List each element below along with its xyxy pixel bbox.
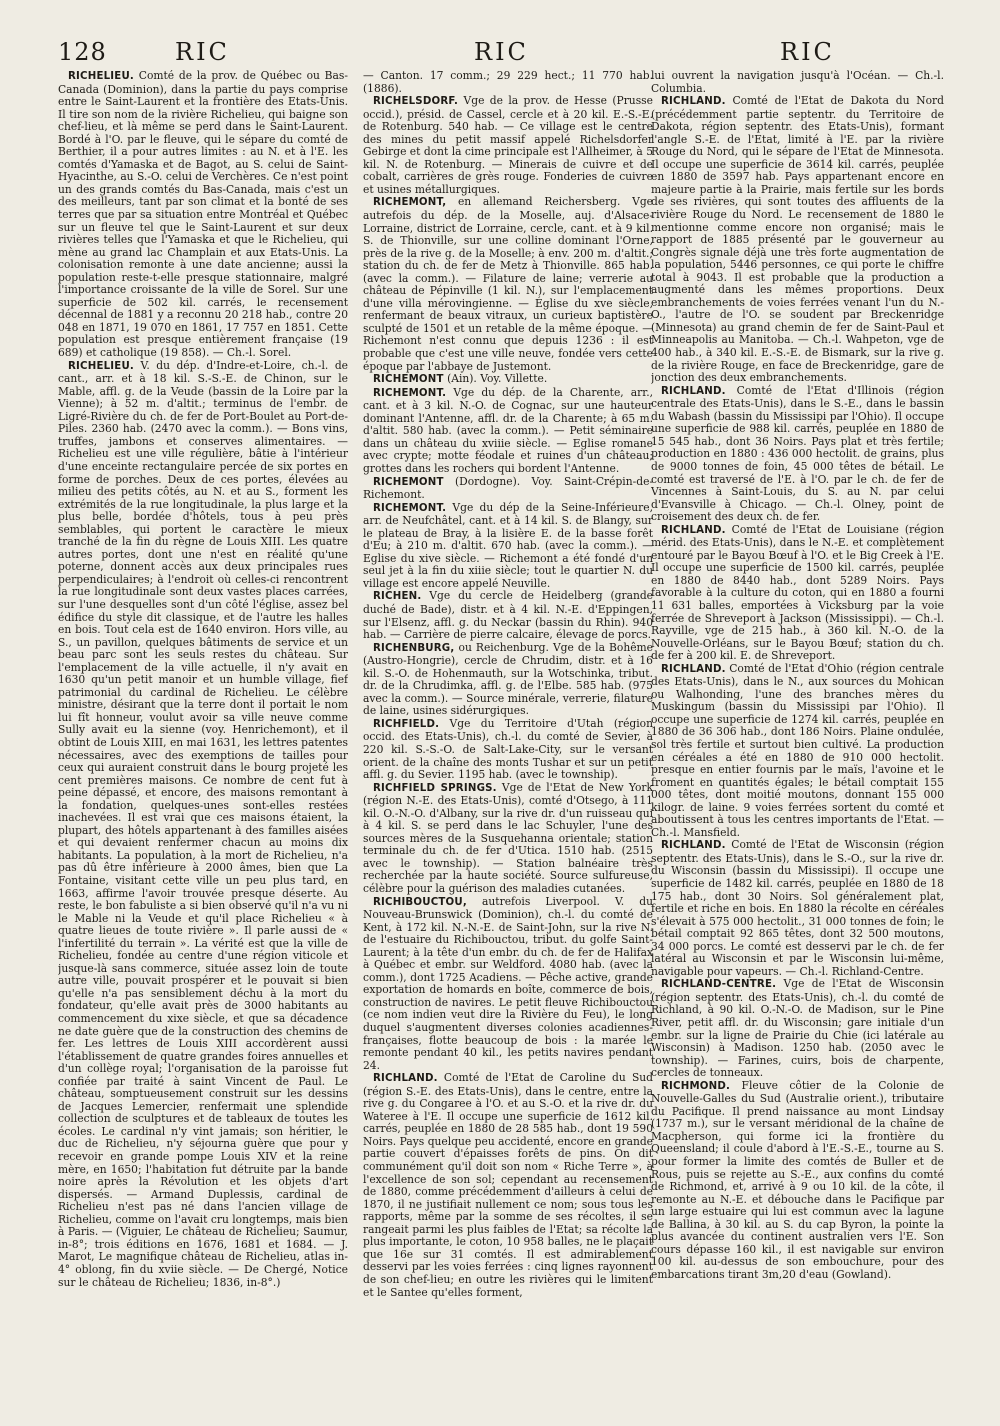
entry-text: Vge du Territoire d'Utah (région occid. des Etats-Unis), ch.-l. du comté de Sevier, à 220 kil. S.-S.-O. de Salt-Lake-City, sur le versant orient. de la chaîne des monts Tushar et sur un petit affl. g. du Sevier. 1195 hab. (avec le township). xyxy=(363,716,653,782)
entry-headword: RICHFIELD. xyxy=(373,718,440,730)
dictionary-entry xyxy=(58,360,348,1289)
entry-headword: RICHFIELD SPRINGS. xyxy=(373,782,497,794)
dictionary-entry xyxy=(651,385,944,524)
entry-headword: RICHMOND. xyxy=(661,1080,731,1092)
dictionary-entry xyxy=(363,1072,653,1299)
dictionary-entry xyxy=(363,476,653,502)
dictionary-entry xyxy=(363,502,653,591)
entry-text: V. du dép. d'Indre-et-Loire, ch.-l. de cant., arr. et à 18 kil. S.-S.-E. de Chinon, sur le Mable, affl. g. de la Veude (bassin de la Loire par la Vienne); à 52 m. d'altit.; terminus de l'embr. de Ligré-Rivière du ch. de fer de Port-Boulet au Port-de-Piles. 2360 hab. (2470 avec la comm.). — Bons vins, truffes, jambons et conserves alimentaires. — Richelieu est une ville régulière, bâtie à l'intérieur d'une enceinte rectangulaire percée de six portes en forme de porches. Deux de ces portes, élevées au milieu des petits côtés, au N. et au S., forment les extrémités de la rue longitudinale, la plus large et la plus belle, bordée d'hôtels, tous à peu près semblables, qui portent le caractère le mieux tranché de la fin du règne de Louis XIII. Les quatre autres portes, dont une n'est en réalité qu'une poterne, donnent accès aux deux principales rues perpendiculaires; à l'endroit où celles-ci rencontrent la rue longitudinale sont deux vastes places carrées, sur l'une desquelles sont d'un côté l'église, assez bel édifice du style dit classique, et de l'autre les halles en bois. Tout cela est de 1640 environ. Hors ville, au S., un pavillon, quelques bâtiments de service et un beau parc sont les seuls restes du château. Sur l'emplacement de la ville actuelle, il n'y avait en 1630 qu'un petit manoir et un humble village, fief patrimonial du cardinal de Richelieu. Le célèbre ministre, désirant que la terre dont il portait le nom lui fît honneur, voulut avoir sa ville neuve comme Sully avait eu la sienne (voy. Henrichemont), et il obtint de Louis XIII, en mai 1631, les lettres patentes nécessaires, avec des exemptions de tailles pour ceux qui auraient construit dans le bourg projeté les cent premières maisons. Ce nombre de cent fut à peine dépassé, et encore, des maisons remontant à la fondation, quelques-unes sont-elles restées inachevées. Il est vrai que ces maisons étaient, la plupart, des hôtels appartenant à des familles aisées et qui devaient renfermer chacun au moins dix habitants. La population, à la mort de Richelieu, n'a pas dû être inférieure à 2000 âmes, bien que La Fontaine, visitant cette ville un peu plus tard, en 1663, affirme l'avoir trouvée presque déserte. Au reste, le bon fabuliste a si bien observé qu'il n'a vu ni le Mable ni la Veude et qu'il place Richelieu « à quatre lieues de toute rivière ». Il parle aussi de « l'infertilité du terrain ». La vérité est que la ville de Richelieu, fondée au centre d'une région viticole et jusque-là sans commerce, située assez loin de toute autre ville, pouvait prospérer et le pouvait si bien qu'elle n'a pas sensiblement déchu à la mort du fondateur, qu'elle avait près de 3000 habitants au commencement du xixe siècle, et que sa décadence ne date guère que de la construction des chemins de fer. Les lettres de Louis XIII accordèrent aussi l'établissement de quatre grandes foires annuelles et d'un collège royal; l'organisation de la paroisse fut confiée par traité à saint Vincent de Paul. Le château, somptueusement construit sur les dessins de Jacques Lemercier, renfermait une splendide collection de sculptures et de tableaux de toutes les écoles. Le cardinal n'y vint jamais; son héritier, le duc de Richelieu, n'y séjourna guère que pour y recevoir en grande pompe Louis XIV et la reine mère, en 1650; l'habitation fut détruite par la bande noire après la Révolution et les objets d'art dispersés. — Armand Duplessis, cardinal de Richelieu n'est pas né dans l'ancien village de Richelieu, comme on l'avait cru longtemps, mais bien à Paris. — (Viguier, Le château de Richelieu; Saumur, in-8°; trois éditions en 1676, 1681 et 1684. — J. Marot, Le magnifique château de Richelieu, atlas in-4° oblong, fin du xviie siècle. — De Chergé, Notice sur le château de Richelieu; 1836, in-8°.) xyxy=(58,358,348,1289)
running-head-left: RIC xyxy=(175,38,230,66)
dictionary-entry xyxy=(363,387,653,476)
dictionary-entry xyxy=(363,896,653,1073)
dictionary-entry xyxy=(651,524,944,663)
entry-text: Vge de l'Etat de New York (région N.-E. des Etats-Unis), comté d'Otsego, à 111 kil. O.-N.-O. d'Albany, sur la rive dr. d'un ruisseau qui à 4 kil. S. se perd dans le lac Schuyler, l'une des sources mères de la Susquehanna orientale; station terminale du ch. de fer d'Utica. 1510 hab. (2515 avec le township). — Station balnéaire très recherchée par la haute société. Source sulfureuse, célèbre pour la guérison des maladies cutanées. xyxy=(363,780,653,895)
dictionary-entry xyxy=(363,642,653,718)
dictionary-entry xyxy=(651,663,944,840)
dictionary-entry xyxy=(651,1080,944,1282)
entry-headword: RICHEMONT xyxy=(373,476,444,488)
entry-text: Vge de l'Etat de Wisconsin (région septentr. des Etats-Unis), ch.-l. du comté de Richland, à 90 kil. O.-N.-O. de Madison, sur le Pine River, petit affl. dr. du Wisconsin; gare initiale d'un embr. sur la ligne de Prairie du Chie (ici latérale au Wisconsin) à Madison. 1250 hab. (2050 avec le township). — Farines, cuirs, bois de charpente, cercles de tonneaux. xyxy=(651,977,944,1080)
entry-text: Vge de la prov. de Hesse (Prusse occid.), présid. de Cassel, cercle et à 20 kil. E.-S.-E. de Rotenburg. 540 hab. — Ce village est le centre des mines du petit massif appelé Richelsdorfer Gebirge et dont la cime principale est l'Allheimer, à 5 kil. N. de Rotenburg. — Minerais de cuivre et de cobalt, carrières de grès rouge. Fonderies de cuivre et usines métallurgiques. xyxy=(363,94,653,196)
dictionary-entry xyxy=(363,782,653,896)
dictionary-entry xyxy=(363,373,653,387)
dictionary-entry xyxy=(363,718,653,782)
entry-headword: RICHIBOUCTOU, xyxy=(373,896,467,908)
dictionary-entry xyxy=(363,196,653,373)
entry-headword: RICHEMONT. xyxy=(373,387,447,399)
entry-text: Vge du dép de la Seine-Inférieure, arr. de Neufchâtel, cant. et à 14 kil. S. de Blangy, sur le plateau de Bray, à la lisière E. de la basse forêt d'Eu; à 210 m. d'altit. 670 hab. (avec la comm.). — Eglise du xive siècle. — Richemont a été fondé d'un seul jet à la fin du xiiie siècle; tout le quartier N. du village est encore appelé Neuville. xyxy=(363,500,653,590)
entry-headword: RICHELIEU. xyxy=(68,71,134,82)
entry-headword: RICHEMONT, xyxy=(373,197,447,209)
entry-text: Vge du cercle de Heidelberg (grande duché de Bade), distr. et à 4 kil. N.-E. d'Eppingen, sur l'Elsenz, affl. g. du Neckar (bassin du Rhin). 940 hab. — Carrière de pierre calcaire, élevage de porcs. xyxy=(363,589,653,642)
entry-headword: RICHLAND. xyxy=(661,663,726,675)
entry-text: Comté de l'Etat de Caroline du Sud (région S.-E. des Etats-Unis), dans le centre, entre la rive g. du Congaree à l'O. et au S.-O. et la rive dr. du Wateree à l'E. Il occupe une superficie de 1612 kil. carrés, peuplée en 1880 de 28 585 hab., dont 19 590 Noirs. Pays quelque peu accidenté, encore en grande partie couvert d'épaisses forêts de pins. On dit communément qu'il doit son nom « Riche Terre », à l'excellence de son sol; cependant au recensement de 1880, comme précédemment d'ailleurs à celui de 1870, il ne justifiait nullement ce nom; sous tous les rapports, même par la somme de ses récoltes, il se rangeait parmi les plus faibles de l'Etat; sa récolte la plus importante, le coton, 10 958 balles, ne le plaçait que 16e sur 31 comtés. Il est admirablement desservi par les voies ferrées : cinq lignes rayonnent de son chef-lieu; en outre les rivières qui le limitent et le Santee qu'elles forment, xyxy=(363,1071,653,1299)
dictionary-entry xyxy=(651,839,944,978)
entry-text: Comté de l'Etat de Louisiane (région mérid. des Etats-Unis), dans le N.-E. et complètement entouré par le Bayou Bœuf à l'O. et le Big Creek à l'E. Il occupe une superficie de 1500 kil. carrés, peuplée en 1880 de 8440 hab., dont 5289 Noirs. Pays favorable à la culture du coton, qui en 1880 a fourni 11 631 balles, emportées à Vicksburg par la voie ferrée de Shreveport à Jackson (Mississippi). — Ch.-l. Rayville, vge de 215 hab., à 360 kil. N.-O. de la Nouvelle-Orléans, sur le Bayou Bœuf; station du ch. de fer à 200 kil. E. de Shreveport. xyxy=(651,522,944,663)
column-3 xyxy=(651,70,944,1370)
page-number: 128 xyxy=(58,38,107,66)
entry-headword: RICHLAND. xyxy=(661,524,726,536)
entry-headword: RICHLAND-CENTRE. xyxy=(661,979,777,991)
entry-text: (Ain). Voy. Villette. xyxy=(443,372,548,386)
entry-text: Comté de l'Etat d'Illinois (région centrale des Etats-Unis), dans le S.-E., dans le bassin du Wabash (bassin du Mississipi par l'Ohio). Il occupe une superficie de 988 kil. carrés, peuplée en 1880 de 15 545 hab., dont 36 Noirs. Pays plat et très fertile; production en 1880 : 436 000 hectolit. de grains, plus de 9000 tonnes de foin, 45 000 têtes de bétail. Le comté est traversé de l'E. à l'O. par le ch. de fer de Vincennes à Saint-Louis, du S. au N. par celui d'Evansville à Chicago. — Ch.-l. Olney, point de croisement des deux ch. de fer. xyxy=(651,383,944,524)
entry-headword: RICHLAND. xyxy=(661,385,726,397)
entry-text: Vge du dép. de la Charente, arr., cant. et à 3 kil. N.-O. de Cognac, sur une hauteur dominant l'Antenne, affl. dr. de la Charente; à 65 m. d'altit. 580 hab. (avec la comm.). — Petit séminaire dans un château du xviiie siècle. — Eglise romane avec crypte; motte féodale et ruines d'un château; grottes dans les rochers qui bordent l'Antenne. xyxy=(363,385,653,475)
entry-text: ou Reichenburg. Vge de la Bohême (Austro-Hongrie), cercle de Chrudim, distr. et à 16 kil. S.-O. de Hohenmauth, sur la Wotschinka, tribut. dr. de la Chrudimka, affl. g. de l'Elbe. 585 hab. (975 avec la comm.). — Source minérale, verrerie, filature de laine, usines sidérurgiques. xyxy=(363,640,653,718)
entry-headword: RICHEN. xyxy=(373,591,422,603)
entry-headword: RICHLAND. xyxy=(373,1073,438,1085)
entry-headword: RICHELIEU. xyxy=(68,360,134,372)
running-head-center: RIC xyxy=(474,38,529,66)
entry-text: autrefois Liverpool. V. du Nouveau-Brunswick (Dominion), ch.-l. du comté de Kent, à 172 kil. N.-N.-E. de Saint-John, sur la rive N. de l'estuaire du Richibouctou, tribut. du golfe Saint-Laurent; à la tête d'un embr. du ch. de fer de Halifax à Québec et embr. sur Weldford. 4080 hab. (avec la comm.), dont 1725 Acadiens. — Pêche active, grande exportation de homards en boîte, commerce de bois, construction de navires. Le petit fleuve Richibouctou (ce nom indien veut dire la Rivière du Feu), le long duquel s'augmentent diverses colonies acadiennes-françaises, flotte beaucoup de bois : la marée le remonte pendant 40 kil., les petits navires pendant 24. xyxy=(363,894,653,1072)
entry-text: en allemand Reichersberg. Vge autrefois du dép. de la Moselle, auj. d'Alsace-Lorraine, district de Lorraine, cercle, cant. et à 9 kil. S. de Thionville, sur une colline dominant l'Orne, près de la rive g. de la Moselle; à env. 200 m. d'altit.; station du ch. de fer de Metz à Thionville. 865 hab. (avec la comm.). — Filature de laine; verrerie au château de Pépinville (1 kil. N.), sur l'emplacement d'une villa mérovingienne. — Église du xve siècle, renfermant de beaux vitraux, un curieux baptistère sculpté de 1501 et un retable de la même époque. — Richemont n'est connu que depuis 1236 : il est probable que c'est une ville neuve, fondée vers cette époque par l'abbaye de Justemont. xyxy=(363,195,653,373)
dictionary-entry xyxy=(651,95,944,385)
entry-text: (Dordogne). Voy. Saint-Crépin-de-Richemont. xyxy=(363,474,653,502)
dictionary-entry xyxy=(58,70,348,360)
running-head-right: RIC xyxy=(780,38,835,66)
entry-headword: RICHENBURG, xyxy=(373,642,455,654)
entry-headword: RICHEMONT xyxy=(373,374,444,386)
continued-text: — Canton. 17 comm.; 29 229 hect.; 11 770 hab. (1886). xyxy=(363,70,653,95)
entry-headword: RICHLAND. xyxy=(661,96,726,108)
entry-headword: RICHELSDORF. xyxy=(373,96,459,108)
entry-text: Comté de la prov. de Québec ou Bas-Canada (Dominion), dans la partie du pays comprise entre le Saint-Laurent et la frontière des Etats-Unis. Il tire son nom de la rivière Richelieu, qui baigne son chef-lieu, et là même se perd dans le Saint-Laurent. Bordé à l'O. par le fleuve, qui le sépare du comté de Berthier, il a pour autres limites : au N. et à l'E. les comtés d'Yamaska et de Bagot, au S. celui de Saint-Hyacinthe, au S.-O. celui de Verchères. Ce n'est point un des grands comtés du Bas-Canada, mais c'est un des meilleurs, tant par son climat et la bonté de ses terres que par sa situation entre Montréal et Québec sur un fleuve tel que le Saint-Laurent et sur deux rivières telles que l'Yamaska et que le Richelieu, qui mène au grand lac Champlain et aux Etats-Unis. La colonisation remonte à une date ancienne; aussi la population reste-t-elle presque stationnaire, malgré l'importance croissante de la ville de Sorel. Sur une superficie de 502 kil. carrés, le recensement décennal de 1881 y a reconnu 20 218 hab., contre 20 048 en 1871, 19 070 en 1861, 17 757 en 1851. Cette population est presque entièrement française (19 689) et catholique (19 858). — Ch.-l. Sorel. xyxy=(58,70,348,360)
entry-text: Fleuve côtier de la Colonie de Nouvelle-Galles du Sud (Australie orient.), tributaire du Pacifique. Il prend naissance au mont Lindsay (1737 m.), sur le versant méridional de la chaîne de Macpherson, qui forme ici la frontière du Queensland; il coule d'abord à l'E.-S.-E., tourne au S. pour former la limite des comtés de Buller et de Rous, puis se rejette au S.-E., aux confins du comté de Richmond, et, arrivé à 9 ou 10 kil. de la côte, il remonte au N.-E. et débouche dans le Pacifique par un large estuaire qui lui est commun avec la lagune de Ballina, à 30 kil. au S. du cap Byron, la pointe la plus avancée du continent australien vers l'E. Son cours dépasse 160 kil., il est navigable sur environ 100 kil. au-dessus de son embouchure, pour des embarcations tirant 3m,20 d'eau (Gowland). xyxy=(651,1078,944,1281)
entry-headword: RICHEMONT. xyxy=(373,502,447,514)
entry-headword: RICHLAND. xyxy=(661,840,726,852)
dictionary-entry xyxy=(651,978,944,1079)
continued-text: lui ouvrent la navigation jusqu'à l'Océan. — Ch.-l. Columbia. xyxy=(651,70,944,95)
entry-text: Comté de l'Etat de Wisconsin (région septentr. des Etats-Unis), dans le S.-O., sur la rive dr. du Wisconsin (bassin du Mississipi). Il occupe une superficie de 1482 kil. carrés, peuplée en 1880 de 18 175 hab., dont 30 Noirs. Sol généralement plat, fertile et riche en bois. En 1880 la récolte en céréales s'élevait à 575 000 hectolit., 31 000 tonnes de foin; le bétail comptait 92 865 têtes, dont 32 500 moutons, 34 000 porcs. Le comté est desservi par le ch. de fer latéral au Wisconsin et par le Wisconsin lui-même, navigable pour vapeurs. — Ch.-l. Richland-Centre. xyxy=(651,838,944,978)
entry-text: Comté de l'Etat d'Ohio (région centrale des Etats-Unis), dans le N., aux sources du Mohican ou Walhonding, l'une des branches mères du Muskingum (bassin du Mississipi par l'Ohio). Il occupe une superficie de 1274 kil. carrés, peuplée en 1880 de 36 306 hab., dont 186 Noirs. Plaine ondulée, sol très fertile et surtout bien cultivé. La production en céréales a été en 1880 de 910 000 hectolit. presque en entier fournis par le maïs, l'avoine et le froment en quantités égales; le bétail comptait 155 000 têtes, dont moitié moutons, donnant 155 000 kilogr. de laine. 9 voies ferrées sortent du comté et aboutissent à tous les centres importants de l'Etat. — Ch.-l. Mansfield. xyxy=(651,661,944,839)
dictionary-entry xyxy=(363,95,653,196)
dictionary-entry xyxy=(363,590,653,641)
text-columns xyxy=(58,70,964,1370)
column-1 xyxy=(58,70,348,1370)
page-header xyxy=(0,38,1000,70)
entry-text: Comté de l'Etat de Dakota du Nord (précédemment partie septentr. du Territoire de Dakota, région septentr. des Etats-Unis), formant l'angle S.-E. de l'Etat, limité à l'E. par la rivière Rouge du Nord, qui le sépare de l'Etat de Minnesota. Il occupe une superficie de 3614 kil. carrés, peuplée en 1880 de 3597 hab. Pays appartenant encore en majeure partie à la Prairie, mais fertile sur les bords de ses rivières, qui sont toutes des affluents de la rivière Rouge du Nord. Le recensement de 1880 le mentionne comme encore non organisé; mais le rapport de 1885 présenté par le gouverneur au Congrès signale déjà une très forte augmentation de la population, 5446 personnes, ce qui porte le chiffre total à 9043. Il est probable que la production a augmenté dans les mêmes proportions. Deux embranchements de voies ferrées venant l'un du N.-O., l'autre de l'O. se soudent par Breckenridge (Minnesota) au grand chemin de fer de Saint-Paul et Minneapolis au Manitoba. — Ch.-l. Wahpeton, vge de 400 hab., à 340 kil. E.-S.-E. de Bismark, sur la rive g. de la rivière Rouge, en face de Breckenridge, gare de jonction des deux embranchements. xyxy=(651,94,944,385)
column-2 xyxy=(363,70,653,1370)
